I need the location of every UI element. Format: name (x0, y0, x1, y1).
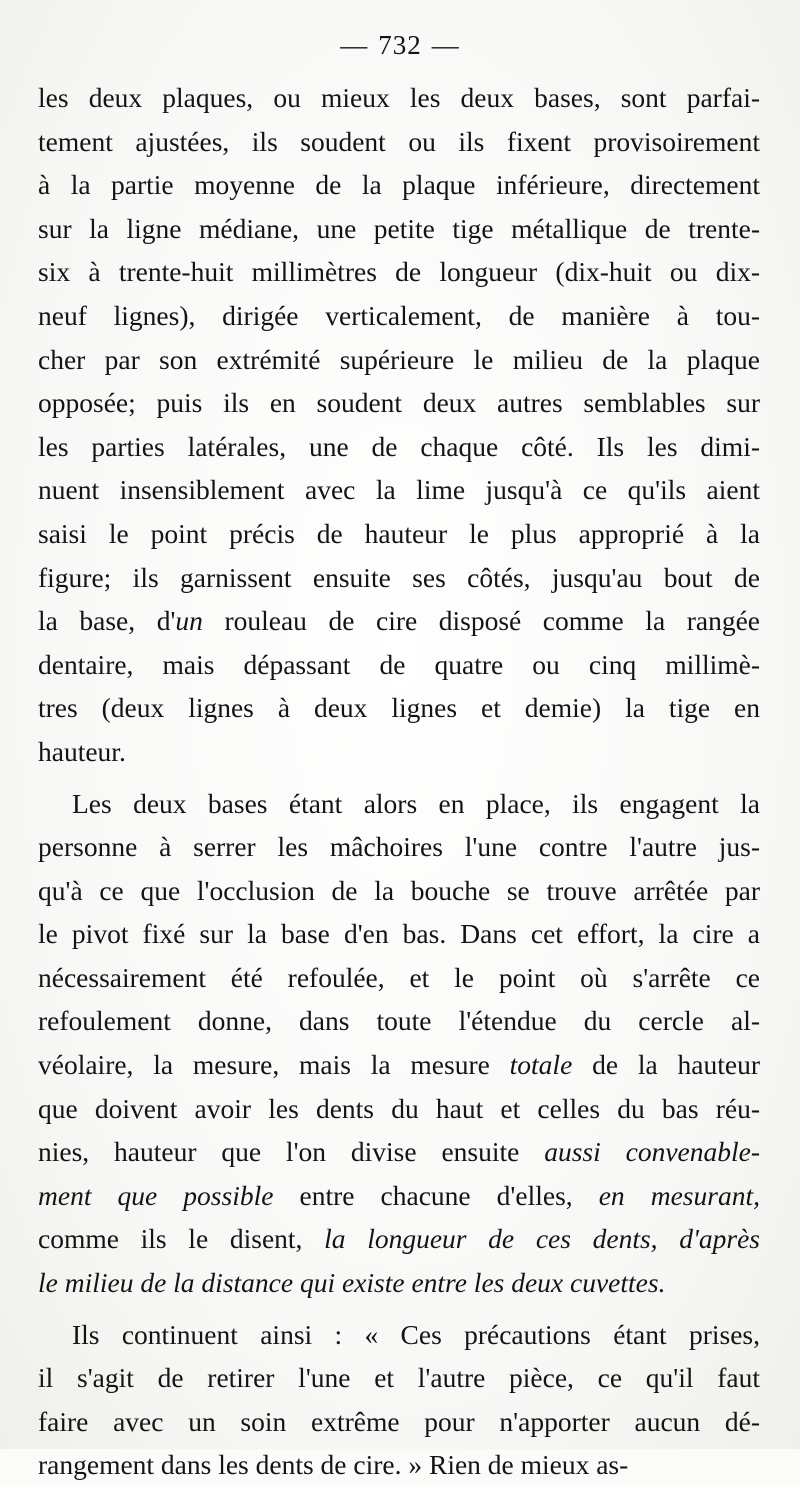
paragraph-gap (38, 1305, 760, 1313)
paragraph-gap (38, 774, 760, 782)
text-line (38, 76, 760, 120)
text-line (38, 1130, 760, 1174)
text-line (38, 782, 760, 826)
text-run: les parties latérales, une de chaque côté. Ils les dimi- (38, 430, 760, 462)
text-line (38, 1174, 760, 1218)
text-line (38, 599, 760, 643)
text-line (38, 1443, 760, 1487)
text-run: à la partie moyenne de la plaque inférieure, directement (38, 169, 760, 201)
italic-text: aussi convenable- (544, 1136, 760, 1168)
italic-text: totale (509, 1049, 573, 1081)
paragraph (38, 782, 760, 1305)
text-line (38, 338, 760, 382)
text-run: la base, d' (38, 605, 176, 637)
text-line (38, 1261, 760, 1305)
text-line (38, 1356, 760, 1400)
text-line (38, 425, 760, 469)
text-line (38, 1313, 760, 1357)
text-run: rouleau de cire disposé comme la rangée (202, 605, 760, 637)
italic-text: ment que possible (38, 1179, 274, 1211)
italic-text: en mesurant, (598, 1179, 760, 1211)
text-line (38, 250, 760, 294)
text-run: de la hauteur (572, 1049, 761, 1081)
text-run: personne à serrer les mâchoires l'une contre l'autre jus- (38, 831, 760, 863)
text-line (38, 163, 760, 207)
text-run: hauteur. (38, 735, 126, 767)
text-run: figure; ils garnissent ensuite ses côtés, jusqu'au bout de (38, 561, 760, 593)
text-run: comme ils le disent, (38, 1223, 325, 1255)
page-number: — 732 — (340, 30, 460, 60)
text-run: nécessairement été refoulée, et le point où s'arrête ce (38, 961, 760, 993)
text-run: refoulement donne, dans toute l'étendue du cercle al- (38, 1005, 760, 1037)
text-run: opposée; puis ils en soudent deux autres semblables sur (38, 387, 760, 419)
text-run: saisi le point précis de hauteur le plus approprié à la (38, 517, 760, 549)
text-line (38, 825, 760, 869)
text-line (38, 512, 760, 556)
text-line (38, 1043, 760, 1087)
text-run: dentaire, mais dépassant de quatre ou cinq millimè- (38, 648, 760, 680)
italic-text: un (175, 605, 203, 637)
italic-text: le milieu de la distance qui existe entre les deux cuvettes. (38, 1267, 666, 1299)
text-line (38, 120, 760, 164)
text-line (38, 381, 760, 425)
text-run: il s'agit de retirer l'une et l'autre pièce, ce qu'il faut (38, 1362, 760, 1394)
text-line (38, 1400, 760, 1444)
text-run: que doivent avoir les dents du haut et celles du bas réu- (38, 1092, 760, 1124)
text-run: véolaire, la mesure, mais la mesure (38, 1049, 510, 1081)
text-line (38, 556, 760, 600)
text-line (38, 1217, 760, 1261)
text-run: le pivot fixé sur la base d'en bas. Dans cet effort, la cire a (38, 918, 760, 950)
text-run: neuf lignes), dirigée verticalement, de manière à tou- (38, 299, 760, 331)
body-text (38, 76, 760, 1487)
text-line (38, 686, 760, 730)
paragraph (38, 76, 760, 774)
text-run: cher par son extrémité supérieure le milieu de la plaque (38, 343, 760, 375)
text-line (38, 869, 760, 913)
text-run: qu'à ce que l'occlusion de la bouche se trouve arrêtée par (38, 874, 760, 906)
text-line (38, 1087, 760, 1131)
text-run: nuent insensiblement avec la lime jusqu'à ce qu'ils aient (38, 474, 760, 506)
text-run: tement ajustées, ils soudent ou ils fixent provisoirement (38, 125, 760, 157)
text-run: entre chacune d'elles, (273, 1179, 599, 1211)
text-run: rangement dans les dents de cire. » Rien de mieux as- (38, 1449, 629, 1481)
text-run: faire avec un soin extrême pour n'apporter aucun dé- (38, 1405, 760, 1437)
text-line (38, 643, 760, 687)
text-line (38, 912, 760, 956)
text-line (38, 730, 760, 774)
text-line (38, 999, 760, 1043)
text-line (38, 956, 760, 1000)
paragraph (38, 1313, 760, 1487)
text-line (38, 207, 760, 251)
page-number-value: 732 (378, 30, 422, 60)
text-run: sur la ligne médiane, une petite tige métallique de trente- (38, 212, 760, 244)
text-run: tres (deux lignes à deux lignes et demie) la tige en (38, 692, 760, 724)
text-run: Les deux bases étant alors en place, ils engagent la (72, 787, 760, 819)
text-run: six à trente-huit millimètres de longueur (dix-huit ou dix- (38, 256, 760, 288)
text-line (38, 468, 760, 512)
italic-text: la longueur de ces dents, d'après (324, 1223, 760, 1255)
text-run: les deux plaques, ou mieux les deux bases, sont parfai- (38, 82, 760, 113)
text-run: Ils continuent ainsi : « Ces précautions étant prises, (72, 1318, 760, 1350)
text-line (38, 294, 760, 338)
text-run: nies, hauteur que l'on divise ensuite (38, 1136, 545, 1168)
